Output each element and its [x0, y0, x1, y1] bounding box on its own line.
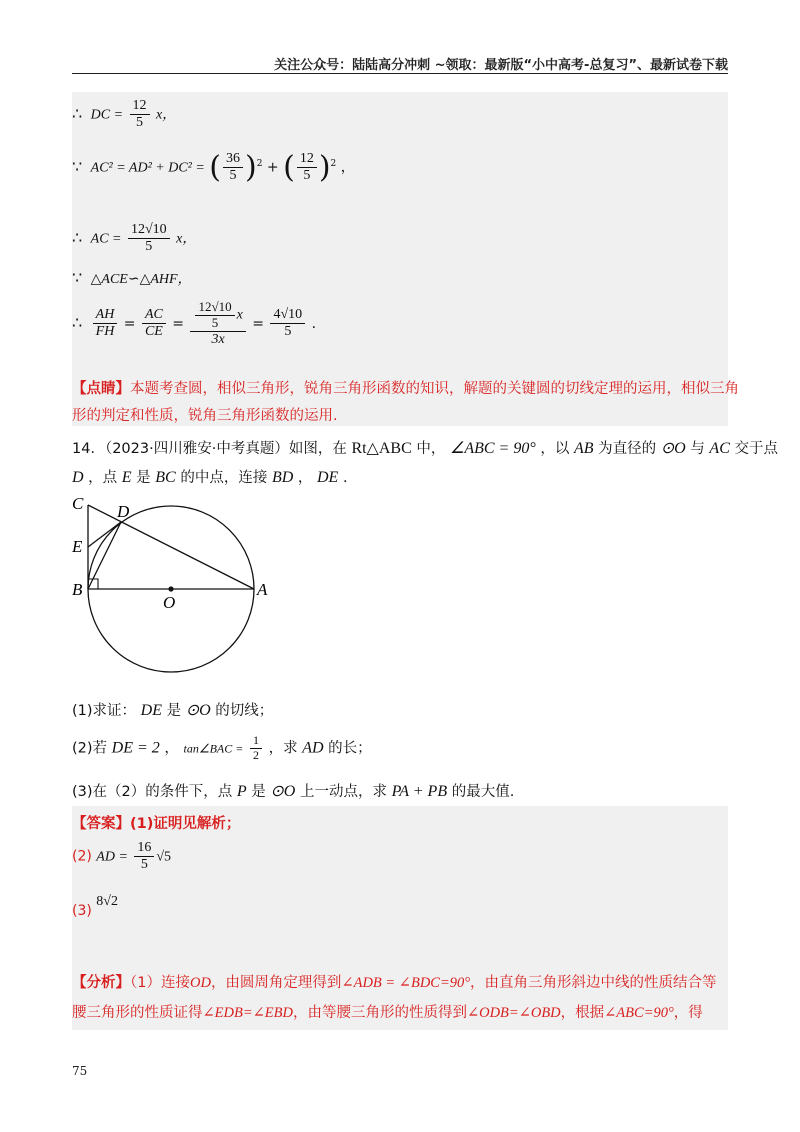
question-line-2: D ，点 E 是 BC 的中点，连接 BD ， DE . [72, 469, 348, 486]
question-part-1: (1)求证： DE 是 ⊙O 的切线； [72, 702, 274, 719]
compound-fraction: $\frac{12√10}{5}$ x 3x [190, 300, 245, 348]
center-dot [168, 586, 173, 591]
solution-line-4: ∵ △ACE∽△AHF， [72, 268, 192, 287]
label-e: E [72, 537, 83, 556]
segment-ed [88, 522, 121, 547]
question-part-2: (2)若 DE = 2 ， tan∠BAC = $\frac{1}{2}$ ，求 AD 的长； [72, 733, 372, 762]
answer-line-2: (2) AD = $\frac{16}{5}$ √5 [72, 840, 172, 873]
label-d: D [117, 502, 130, 521]
geometry-figure [60, 490, 290, 680]
segment-ca [88, 505, 254, 589]
label-b: B [72, 580, 83, 599]
label-c: C [72, 494, 84, 513]
comment-line-2: 形的判定和性质，锐角三角形函数的运用. [72, 408, 338, 424]
page-number: 75 [72, 1064, 88, 1078]
question-line-1: 14．（2023·四川雅安·中考真题）如图，在 Rt△ABC 中， ∠ABC = 90° ，以 AB 为直径的 ⊙O 与 AC 交于点 [72, 440, 778, 457]
label-o: O [163, 593, 176, 612]
label-a: A [257, 580, 268, 599]
comment-line-1: 【点睛】本题考查圆，相似三角形，锐角三角形函数的知识，解题的关键圆的切线定理的运用，相似三角 [72, 381, 739, 397]
answer-line-1: 【答案】(1)证明见解析； [72, 816, 241, 832]
solution-shade [72, 92, 728, 426]
analysis-line-2: 腰三角形的性质证得∠EDB=∠EBD，由等腰三角形的性质得到∠ODB=∠OBD，根据∠ABC=90°，得 [72, 1005, 703, 1021]
right-angle-mark [88, 579, 98, 589]
solution-line-3: ∴ AC = $\frac{12√10}{5}$ x， [72, 222, 197, 255]
analysis-line-1: 【分析】（1）连接OD，由圆周角定理得到∠ADB = ∠BDC=90°，由直角三角形斜边中线的性质结合等 [72, 975, 717, 991]
question-part-3: (3)在（2）的条件下，点 P 是 ⊙O 上一动点，求 PA + PB 的最大值. [72, 783, 515, 800]
header-text: 关注公众号：陆陆高分冲刺 ~领取：最新版“小中高考-总复习”、最新试卷下载 [274, 58, 728, 73]
solution-line-5: ∴ $\frac{AH}{FH}$ = $\frac{AC}{CE}$ = $\frac{12√10}{5}$ x 3x = $\frac{4√10}{5}$ . [72, 299, 317, 347]
header-rule [72, 73, 728, 74]
solution-line-1: ∴ DC = $\frac{12}{5}$ x， [72, 98, 177, 131]
answer-line-3: (3) 8√2 [72, 894, 118, 919]
solution-line-2: ∵ AC² = AD² + DC² = ( $\frac{36}{5}$ )$^2$ + ( $\frac{12}{5}$ )$^2$ ， [72, 150, 355, 185]
